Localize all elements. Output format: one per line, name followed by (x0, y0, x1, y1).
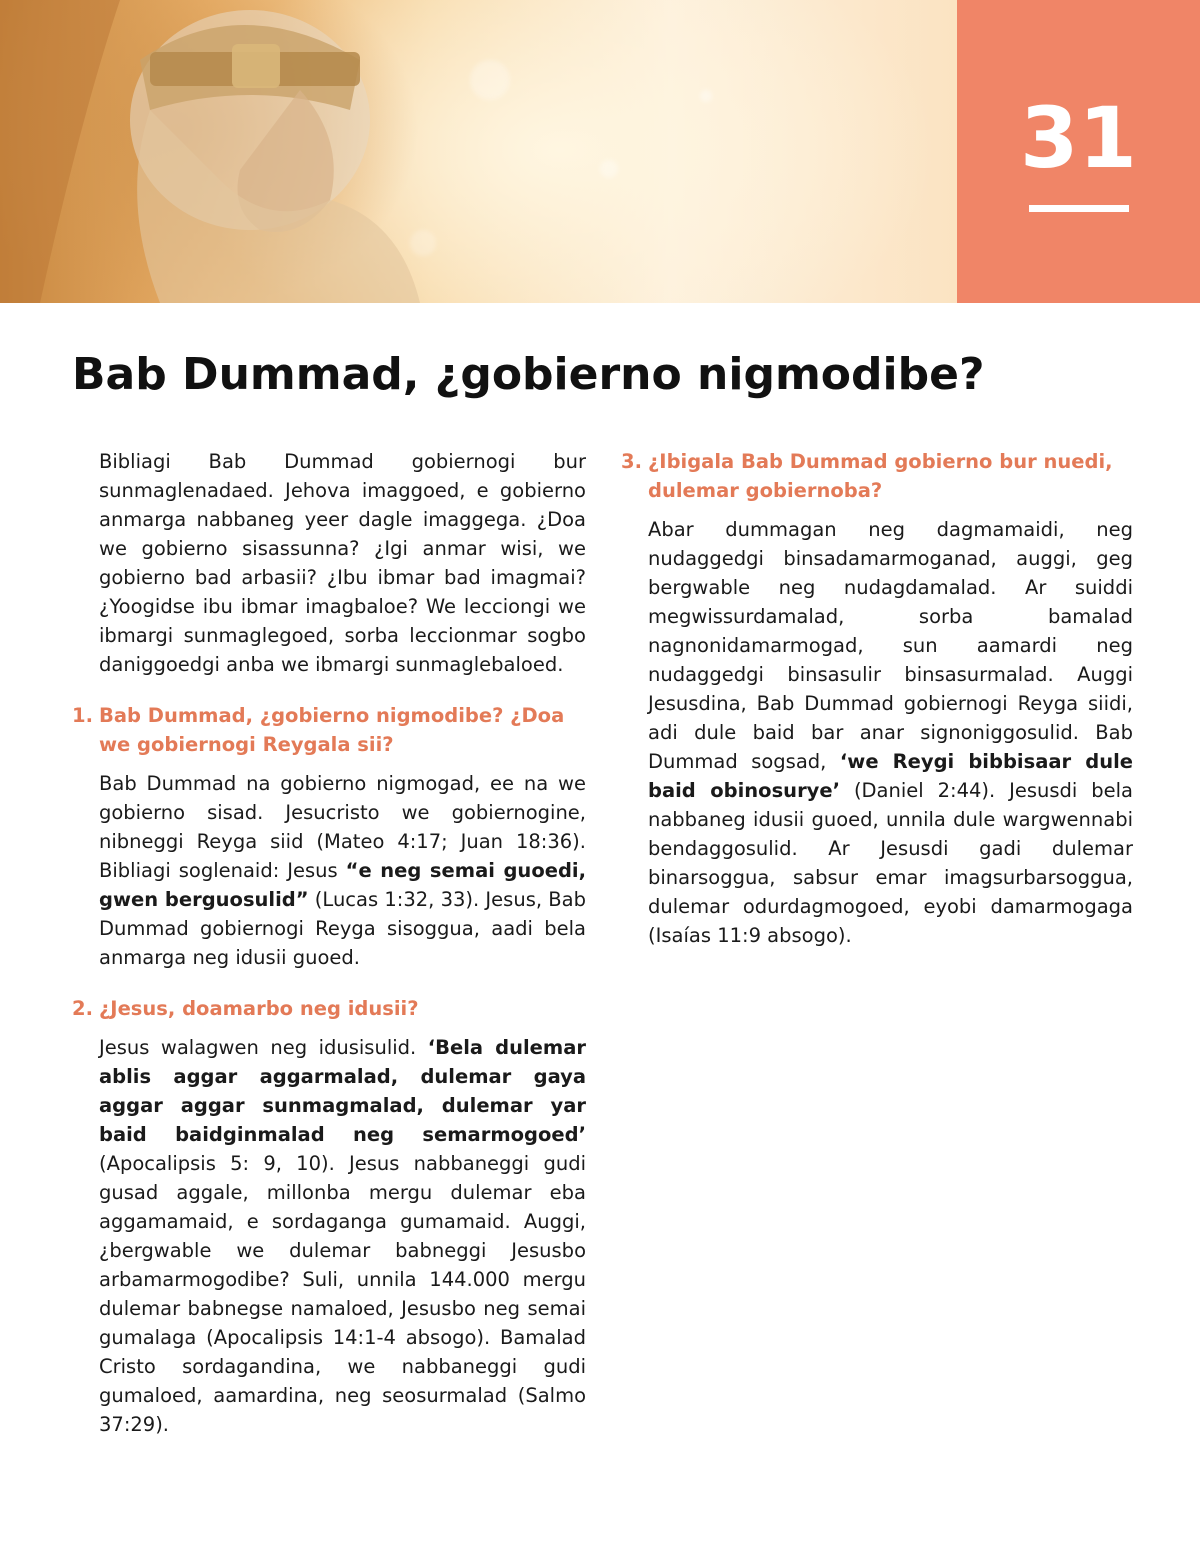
section-3-question (621, 447, 1133, 505)
hero-image (0, 0, 957, 303)
section-3-text-b: (Daniel 2:44). Jesusdi bela nabbaneg idusii guoed, unnila dule wargwennabi bendaggosulid. Ar Jesusdi gadi dulemar binarsoggua, sabsur emar imagsurbarsoggua, dulemar odurdagmogoed, eyobi damarmogaga (Isaías 11:9 absogo). (648, 779, 1133, 947)
section-3-quote: ‘we Reygi bibbisaar dule baid obinosurye’ (648, 750, 1133, 802)
section-1-quote: “e neg semai guoedi, gwen berguosulid” (99, 859, 586, 911)
section-1-paragraph (99, 769, 586, 972)
section-1-question-text: Bab Dummad, ¿gobierno nigmodibe? ¿Doa we gobiernogi Reygala sii? (99, 704, 565, 756)
intro-paragraph: Bibliagi Bab Dummad gobiernogi bur sunmaglenadaed. Jehova imaggoed, e gobierno anmarga nabbaneg yeer dagle imaggega. ¿Doa we gobierno sisassunna? ¿Igi anmar wisi, we gobierno bad arbasii? ¿Ibu ibmar bad imagmai? ¿Yoogidse ibu ibmar imagbaloe? We lecciongi we ibmargi sunmaglegoed, sorba leccionmar sogbo daniggoedgi anba we ibmargi sunmaglebaloed. (99, 450, 586, 676)
king-illustration (0, 0, 957, 303)
section-2-text-b: (Apocalipsis 5: 9, 10). Jesus nabbaneggi gudi gusad aggale, millonba mergu dulemar eba aggamamaid, e sordaganga gumamaid. Auggi, ¿bergwable we dulemar babneggi Jesusbo arbamarmogodibe? Suli, unnila 144.000 mergu dulemar babnegse namaloed, Jesusbo neg semai gumalaga (Apocalipsis 14:1-4 absogo). Bamalad Cristo sordagandina, we nabbaneggi gudi gumaloed, aamardina, neg seosurmalad (Salmo 37:29). (99, 1152, 586, 1436)
section-2-text-a: Jesus walagwen neg idusisulid. (99, 1036, 428, 1059)
section-2-number: 2. (72, 997, 93, 1020)
lesson-number-underline (1029, 205, 1129, 212)
page-title: Bab Dummad, ¿gobierno nigmodibe? (72, 349, 985, 400)
left-column (72, 447, 586, 1461)
section-2-question-text: ¿Jesus, doamarbo neg idusii? (99, 997, 419, 1020)
lesson-number-box (957, 0, 1200, 303)
section-3-text-a: Abar dummagan neg dagmamaidi, neg nudaggedgi binsadamarmoganad, auggi, geg bergwable neg nudagdamalad. Ar suiddi megwissurdamalad, sorba bamalad nagnonidamarmogad, sun aamardi neg nudaggedgi binsasulir binsasurmalad. Auggi Jesusdina, Bab Dummad gobiernogi Reyga siidi, adi dule baid bar anar signoniggosulid. Bab Dummad sogsad, (648, 518, 1133, 773)
section-3-question-text: ¿Ibigala Bab Dummad gobierno bur nuedi, dulemar gobiernoba? (648, 450, 1113, 502)
section-2-paragraph (99, 1033, 586, 1439)
right-column (621, 447, 1133, 972)
lesson-number: 31 (1020, 89, 1137, 187)
section-3-number: 3. (621, 450, 642, 473)
section-2-quote: ‘Bela dulemar ablis aggar aggarmalad, dulemar gaya aggar aggar sunmagmalad, dulemar yar baid baidginmalad neg semarmogoed’ (99, 1036, 586, 1146)
section-1-text-a: Bab Dummad na gobierno nigmogad, ee na we gobierno sisad. Jesucristo we gobiernogine, nibneggi Reyga siid (Mateo 4:17; Juan 18:36). Bibliagi soglenaid: Jesus (99, 772, 586, 882)
section-2-question (72, 994, 586, 1023)
section-1-number: 1. (72, 704, 93, 727)
section-3-paragraph (648, 515, 1133, 950)
section-1-text-b: (Lucas 1:32, 33). Jesus, Bab Dummad gobiernogi Reyga sisoggua, aadi bela anmarga neg idusii guoed. (99, 888, 586, 969)
section-1-question (72, 701, 586, 759)
